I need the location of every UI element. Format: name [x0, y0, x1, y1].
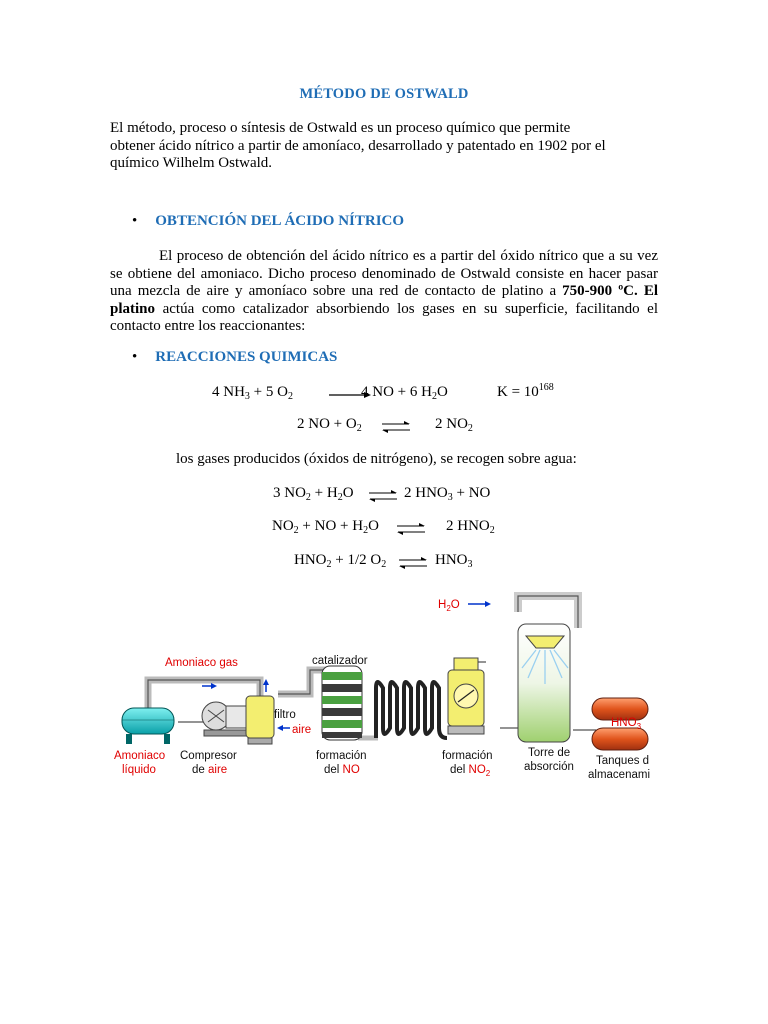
label-formacion-no2-2: del $NO_2$	[450, 764, 491, 778]
reaction-4: $NO_2$ + NO + $H_2O$	[272, 518, 379, 536]
reaction-5-products: $HNO_3$	[435, 552, 473, 570]
equilibrium-constant	[497, 384, 554, 401]
gases-note: los gases producidos (óxidos de nitrógeno), se recogen sobre agua:	[176, 451, 577, 467]
label-torre-2: absorción	[524, 761, 574, 773]
label-tanques-1: Tanques d	[596, 755, 650, 767]
intro-line-3: químico Wilhelm Ostwald.	[110, 155, 273, 171]
label-hno3: $HNO_3$	[611, 717, 642, 731]
intro-line-1: El método, proceso o síntesis de Ostwald es un proceso químico que permite	[110, 120, 571, 136]
reaction-2: 2 NO + $O_2$	[297, 416, 362, 434]
obtencion-bold-temp: 750-900 ºC. El platino	[110, 283, 658, 317]
k-label: K = 10	[497, 384, 539, 400]
equilibrium-arrow-icon	[368, 489, 398, 503]
reaction-3-products: 2 $HNO_3$ + NO	[404, 485, 491, 503]
obtencion-paragraph	[110, 248, 658, 336]
intro-line-2: obtener ácido nítrico a partir de amoníaco, desarrollado y patentado en 1902 por el	[110, 137, 606, 154]
equilibrium-arrow-icon	[398, 556, 428, 570]
page-title: MÉTODO DE OSTWALD	[299, 86, 469, 102]
label-amoniaco-gas: Amoniaco gas	[165, 657, 238, 669]
k-exponent: 168	[538, 382, 554, 393]
label-catalizador: catalizador	[312, 655, 368, 667]
label-tanques-2: almacenami	[588, 769, 650, 781]
label-filtro: filtro	[274, 709, 296, 721]
bullet-reacciones	[132, 348, 337, 366]
catalyst-unit	[322, 666, 362, 740]
label-formacion-no-2: del NO	[324, 764, 360, 776]
label-aire: aire	[292, 724, 312, 736]
equilibrium-arrow-icon	[381, 420, 411, 434]
equilibrium-arrow-icon	[396, 522, 426, 536]
reaction-3: 3 $NO_2 + H_2O$	[273, 485, 354, 503]
ostwald-process-diagram	[108, 588, 668, 788]
no2-formation-unit	[448, 658, 484, 734]
label-h2o: $H_2O$	[438, 599, 460, 613]
reaction-5: $HNO_2 + 1/2$ $O_2$	[294, 552, 387, 570]
label-amoniaco-liquido-2: líquido	[122, 764, 156, 776]
bullet-dot: •	[132, 349, 138, 365]
section-heading-reacciones: REACCIONES QUIMICAS	[155, 349, 338, 365]
obtencion-text-a: El proceso de obtención del ácido nítrico es a partir del óxido nítrico que a su vez se obtiene del amoniaco. Dicho proceso denominado de Ostwald consiste en hacer pasar una mezcla de aire y amoníaco sobre una red de contacto de platino a	[110, 248, 658, 299]
label-amoniaco-liquido-1: Amoniaco	[114, 750, 166, 762]
absorption-tower	[518, 624, 570, 742]
air-compressor	[202, 702, 248, 736]
ammonia-liquid-tank	[122, 708, 174, 744]
bullet-dot: •	[132, 213, 138, 229]
label-compresor-1: Compresor	[180, 750, 237, 762]
intro-paragraph	[110, 120, 670, 173]
label-compresor-2: de aire	[192, 764, 228, 776]
section-heading-obtencion: OBTENCIÓN DEL ÁCIDO NÍTRICO	[155, 213, 405, 229]
reaction-4-products: 2 $HNO_2$	[446, 518, 495, 536]
label-formacion-no-1: formación	[316, 750, 367, 762]
obtencion-text-b: actúa como catalizador absorbiendo los gases en su superficie, facilitando el contacto entre los reaccionantes:	[110, 300, 658, 334]
bullet-obtencion	[132, 212, 404, 230]
reaction-1-products: 4 NO + 6 $H_2O$	[361, 384, 448, 402]
cooling-coil	[376, 682, 447, 738]
label-torre-1: Torre de	[528, 747, 571, 759]
reaction-2-products: 2 $NO_2$	[435, 416, 473, 434]
label-formacion-no2-1: formación	[442, 750, 493, 762]
reaction-1: 4 $NH_3 + 5$ $O_2$	[212, 384, 293, 402]
